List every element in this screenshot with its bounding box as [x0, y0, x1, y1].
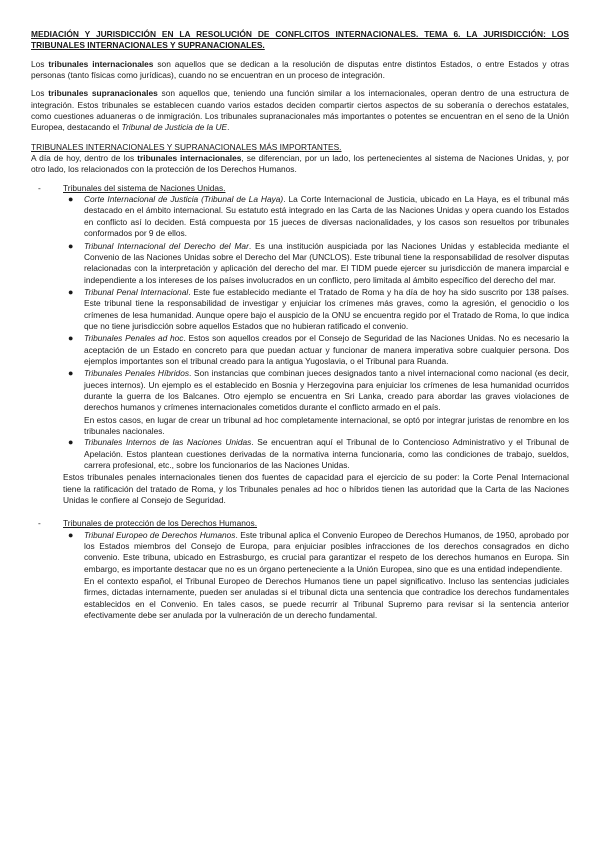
bullet-derecho-del-mar [63, 241, 569, 286]
document-title: MEDIACIÓN Y JURISDICCIÓN EN LA RESOLUCIÓN DE CONFLCITOS INTERNACIONALES. TEMA 6. LA JURISDICCIÓN: LOS TRIBUNALES INTERNACIONALES Y SUPRANACIONALES. [31, 29, 569, 51]
bullet-continuation: En el contexto español, el Tribunal Europeo de Derechos Humanos tiene un papel significativo. Incluso las sentencias judiciales firmes, dictadas internamente, pueden ser anuladas si el tribunal dicta una sentencia que contradice los derechos fundamentales establecidos en el Convenio. En tales casos, se puede recurrir al Tribunal Supremo para revisar si la sentencia anterior efectivamente debe ser anulada por la vulneración de un derecho fundamental. [84, 576, 569, 621]
text-run: . Estos son aquellos creados por el Consejo de Seguridad de las Naciones Unidas. No es necesario la aceptación de un Estado en concreto para que puedan actuar y funcionar de manera imperativa sobre cualquier persona. Dos ejemplos importantes son el tribunal creado para la antigua Yugoslavia, o el Tribunal para Ruanda. [84, 333, 569, 366]
text-run: Los [31, 58, 49, 69]
subsection-title: Tribunales del sistema de Naciones Unidas. [63, 182, 226, 193]
text-run: . Es una institución auspiciada por las Naciones Unidas y establecida mediante el Convenio de las Naciones Unidas sobre el Derecho del Mar (UNCLOS). Este tribunal tiene la responsabilidad de resolver disputas relacionadas con la interpretación y aplicación del derecho del mar. El TIDM puede ejercer su jurisdicción de manera imparcial e independiente a los intereses de los países involucrados en un conflicto, pero limitada al ámbito específico del derecho del mar. [84, 240, 569, 285]
text-run: , se diferencian, por un lado, los pertenecientes al sistema de Naciones Unidas, y, por otro lado, los relacionados con la protección de los Derechos Humanos. [31, 153, 569, 175]
list-item-naciones-unidas [31, 183, 569, 507]
bullet-list [63, 194, 569, 471]
bullet-icon: ● [68, 286, 74, 297]
bullet-icon: ● [68, 333, 74, 344]
paragraph-intro [31, 153, 569, 176]
italic-term: Tribunal de Justicia de la UE [121, 122, 228, 133]
closing-paragraph: Estos tribunales penales internacionales tienen dos fuentes de capacidad para el ejercicio de su poder: la Corte Penal Internacional tiene la ratificación del tratado de Roma, y los Tribunales penales ad hoc o híbridos tienen las autoridad que la Carta de las Naciones Unidas le confiere al Consejo de Seguridad. [63, 472, 569, 506]
italic-term: Tribunales Penales Híbridos [84, 368, 190, 379]
text-run: . Se encuentran aquí el Tribunal de lo Contencioso Administrativo y el Tribunal de Apelación. Estos plantean cuestiones derivadas de la normativa interna funcionaria, como las condiciones de trabajo, sueldos, carrera profesional, etc., sobre los funcionarios de las Naciones Unidas. [84, 437, 569, 471]
paragraph-supranacionales [31, 88, 569, 133]
subsection-title: Tribunales de protección de los Derechos Humanos. [63, 518, 258, 529]
bullet-icon: ● [68, 368, 74, 379]
dash-marker: - [38, 182, 41, 193]
dash-marker: - [38, 518, 41, 529]
bullet-internos [63, 437, 569, 471]
bullet-icon: ● [68, 437, 74, 448]
text-run: . Este fue establecido mediante el Tratado de Roma y ha día de hoy ha sido suscrito por 138 países. Este tribunal tiene la responsabilidad de investigar y enjuiciar los crímenes más graves, como la agresión, el genocidio o los crímenes de lesa humanidad. Aunque opere bajo el auspicio de la ONU se encuentra regido por el Tratado de Roma, lo que indica que no tiene jurisdicción sobre aquellos Estados que no hubieran ratificado el convenio. [84, 286, 569, 331]
text-run: . Son instancias que combinan jueces designados tanto a nivel internacional como nacional (es decir, jueces internos). Un ejemplo es el establecido en Bosnia y Herzegovina para enjuiciar los crímenes de lesa humanidad ocurridos durante la guerra de los Balcanes. Otro ejemplo se encuentra en Sri Lanka, creado para abordar las graves violaciones de derechos humanos y crímenes internacionales cometidos durante el conflicto armado en el país. [84, 368, 569, 413]
bold-term: tribunales internacionales [137, 153, 242, 164]
bullet-corte-internacional [63, 194, 569, 239]
bold-term: tribunales internacionales [48, 58, 154, 69]
italic-term: Tribunal Internacional del Derecho del Mar [84, 240, 249, 251]
italic-term: Tribunales Penales ad hoc [84, 333, 184, 344]
bullet-icon: ● [68, 529, 74, 540]
section-heading: TRIBUNALES INTERNACIONALES Y SUPRANACIONALES MÁS IMPORTANTES. [31, 141, 342, 152]
bold-term: tribunales supranacionales [48, 88, 158, 99]
bullet-icon: ● [68, 240, 74, 251]
text-run: A día de hoy, dentro de los [31, 153, 138, 164]
bullet-tedh [63, 530, 569, 575]
italic-term: Tribunal Penal Internacional [84, 286, 189, 297]
bullet-icon: ● [68, 194, 74, 205]
italic-term: Corte Internacional de Justicia (Tribunal de La Haya) [84, 194, 284, 205]
spacer [31, 506, 569, 518]
bullet-hibridos [63, 368, 569, 413]
text-run: son aquellos que, teniendo una función similar a los internacionales, operan dentro de una estructura de integración. Estos tribunales se establecen cuando varios estados deciden compartir ciertos aspectos de su soberanía o derechos estatales, como cuestiones aduaneras o de inmigración. Los tribunales supranacionales más importantes o potentes se encuentran en el seno de la Unión Europea, destacando el [31, 88, 570, 133]
bullet-list [63, 530, 569, 622]
text-run: . La Corte Internacional de Justicia, ubicado en La Haya, es el tribunal más destacado en el ámbito internacional. Su estatuto está integrado en las Carta de las Naciones Unidas y opera cuando los Estados en conflicto así lo deciden. Está compuesta por 15 jueces de diversas nacionalidades, y los casos son resueltos por tribunales conformados por 9 de ellos. [84, 194, 569, 239]
section-list [31, 183, 569, 622]
list-item-derechos-humanos [31, 518, 569, 621]
italic-term: Tribunales Internos de las Naciones Unidas [84, 437, 252, 448]
text-run: Los [31, 88, 49, 99]
text-run: son aquellos que se dedican a la resolución de disputas entre distintos Estados, o entre Estados y otras personas (tanto físicas como jurídicas), cuando no se encuentran en un proceso de integración. [31, 58, 569, 81]
paragraph-internacionales [31, 59, 569, 82]
text-run: . Este tribunal aplica el Convenio Europeo de Derechos Humanos, de 1950, aprobado por los Estados miembros del Consejo de Europa, para enjuiciar posibles infracciones de los derechos consagrados en dicho convenio. Este tribuna, ubicado en Estrasburgo, es crucial para garantizar el respeto de los derechos humanos en Europa. Sin embargo, es importante destacar que no es un órgano perteneciente a la Unión Europea, sino que es una entidad independiente. [84, 529, 570, 574]
bullet-continuation: En estos casos, en lugar de crear un tribunal ad hoc completamente internacional, se optó por integrar juristas de renombre en los tribunales nacionales. [84, 414, 569, 436]
text-run: . [227, 122, 230, 133]
italic-term: Tribunal Europeo de Derechos Humanos [84, 529, 236, 540]
bullet-ad-hoc [63, 333, 569, 367]
bullet-penal-internacional [63, 287, 569, 332]
